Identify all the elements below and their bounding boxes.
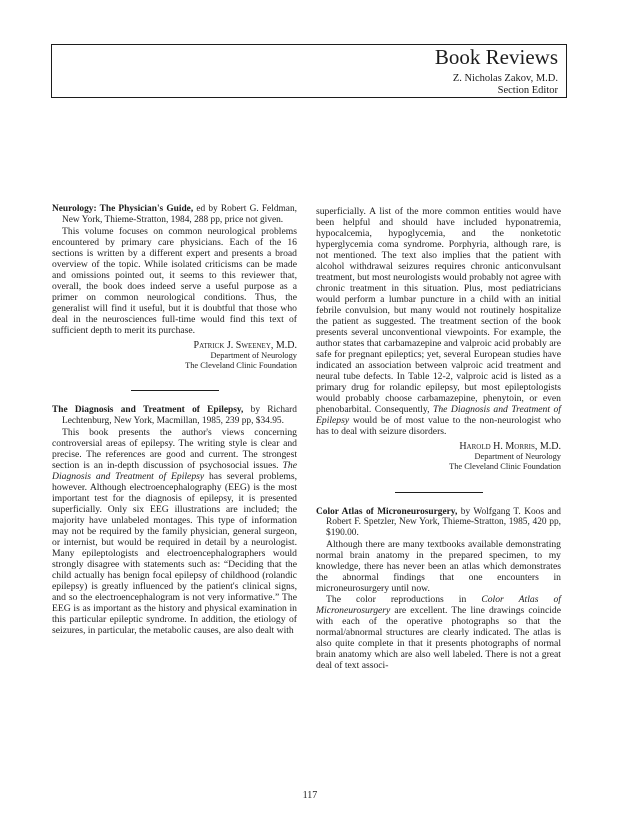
book-title-italic: The Diagnosis and Treatment of Epilepsy	[52, 460, 297, 483]
review-1-institution: The Cleveland Clinic Foundation	[185, 360, 297, 370]
review-2-department: Department of Neurology	[474, 452, 561, 462]
review-1-department: Department of Neurology	[210, 350, 297, 360]
book-title-italic: Color Atlas of Microneurosurgery	[316, 594, 561, 617]
review-2-paragraph: This book presents the author's views concerning controversial areas of epilepsy. The writing style is clear and precise. The references are good and current. The strongest section is an in-depth discussion of psychosocial issues. The Diagnosis and Treatment of Epilepsy has several problems, however. Although electroencephalography (EEG) is the most important test for the diagnosis of epilepsy, it is presented superficially. Only six EEG illustrations are included; the majority have unlabeled montages. This type of information may not be required by the family physician, general surgeon, or internist, but would be required in detail by a neurologist. Many epileptologists and electroencephalographers would strongly disagree with statements such as: “Deciding that the child actually has benign focal epilepsy of childhood (rolandic epilepsy) is greatly influenced by the patient's clinical signs, and so the electroencephalogram is not very informative.” The EEG is as important as the history and physical examination in this particular epileptic syndrome. In addition, the etiology of seizures, in particular, the metabolic causes, are also dealt with	[52, 426, 297, 637]
page-number: 117	[302, 790, 318, 801]
review-2-signature	[316, 441, 561, 471]
section-header-box	[51, 44, 567, 98]
review-2-citation	[52, 405, 297, 427]
review-3-paragraph: The color reproductions in Color Atlas of Microneurosurgery are excellent. The line drawings coincide with each of the operative photographs so that the normal/abnormal structures are clearly indicated. The atlas is also quite complete in that it presents photographs of normal brain anatomy which are also well labeled. There is not a great deal of text associ-	[316, 594, 561, 672]
review-2-continuation: superficially. A list of the more common entities would have been helpful and should have included hyponatremia, hypocalcemia, hypoglycemia, and the nonketotic hyperglycemia coma syndrome. Porphyria, although rare, is not mentioned. The text also implies that the patient with alcohol withdrawal seizures requires chronic anticonvulsant treatment, but most neurologists would probably not agree with chronic treatment in this situation. Plus, most pediatricians would perform a lumbar puncture in a child with an initial febrile convulsion, but many would not routinely hospitalize the patient as suggested. The treatment section of the book presents several unconventional viewpoints. For example, the author states that carbamazepine and valproic acid probably are safe for pregnant epileptics; yet, several European studies have indicated an association between valproic acid treatment and neural tube defects. In Table 12-2, valproic acid is listed as a primary drug for rolandic epilepsy, but most epileptologists would probably choose carbamazepine, phenytoin, or even phenobarbital. Consequently, The Diagnosis and Treatment of Epilepsy would be of most value to the non-neurologist who has to deal with seizure disorders.	[316, 206, 561, 438]
section-title: Book Reviews	[434, 45, 558, 69]
review-1-reviewer: Patrick J. Sweeney, M.D.	[193, 339, 297, 351]
review-1-book-title: Neurology: The Physician's Guide,	[52, 204, 194, 214]
left-column	[52, 204, 297, 636]
review-3-publication: by Wolfgang T. Koos and Robert F. Spetzler, New York, Thieme-Stratton, 1985, 420 pp, $190.00.	[326, 506, 561, 539]
review-1-paragraph: This volume focuses on common neurological problems encountered by primary care physicians. Each of the 16 sections is written by a different expert and presents a broad overview of the topic. While isolated criticisms can be made and omissions pointed out, it seems to this reviewer that, overall, the book does indeed serve a useful purpose as a primer on common neurological conditions. Thus, the generalist will find it useful, but it is doubtful that those who deal in the neurosciences full-time would find this text of sufficient depth to merit its purchase.	[52, 225, 297, 336]
review-1-publication: ed by Robert G. Feldman, New York, Thieme-Stratton, 1984, 288 pp, price not given.	[62, 204, 297, 225]
review-3-paragraph: Although there are many textbooks available demonstrating normal brain anatomy in the prepared specimen, to my knowledge, there has never been an atlas which demonstrates the abnormal findings that one encounters in microneurosurgery until now.	[316, 539, 561, 595]
editor-name: Z. Nicholas Zakov, M.D.	[452, 73, 558, 84]
review-3-citation	[316, 507, 561, 540]
review-3-book-title: Color Atlas of Microneurosurgery,	[316, 506, 458, 517]
right-column	[316, 206, 561, 671]
review-1-citation	[52, 204, 297, 226]
review-2-institution: The Cleveland Clinic Foundation	[449, 461, 561, 471]
review-1-signature	[52, 340, 297, 370]
review-2-book-title: The Diagnosis and Treatment of Epilepsy,	[52, 405, 244, 416]
review-divider	[131, 390, 219, 391]
book-title-italic: The Diagnosis and Treatment of Epilepsy	[316, 404, 561, 427]
review-divider	[395, 492, 483, 493]
editor-role: Section Editor	[497, 84, 558, 96]
review-2-publication: by Richard Lechtenburg, New York, Macmillan, 1985, 239 pp, $34.95.	[62, 405, 297, 427]
review-2-reviewer: Harold H. Morris, M.D.	[459, 441, 561, 453]
section-editor	[453, 73, 558, 96]
